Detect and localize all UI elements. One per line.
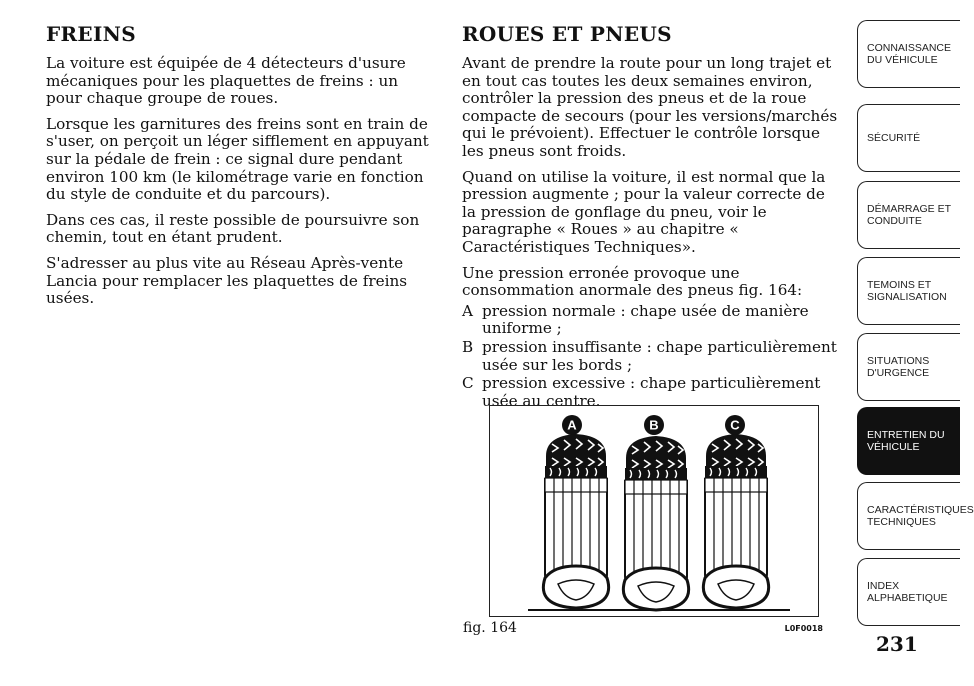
tab-label: ENTRETIEN DU VÉHICULE	[867, 429, 945, 453]
page-number: 231	[876, 632, 918, 656]
list-item	[462, 339, 842, 374]
figure-caption	[463, 620, 823, 638]
figure-code: L0F0018	[784, 624, 823, 633]
label-c: C	[730, 417, 740, 433]
tab-entretien-du-vehicule[interactable]	[857, 407, 960, 475]
wear-list	[462, 303, 842, 411]
tire-wear-figure	[489, 405, 819, 617]
figure-number: fig. 164	[463, 620, 517, 636]
paragraph: S'adresser au plus vite au Réseau Après-vente Lancia pour remplacer les plaquettes de freins usées.	[46, 253, 408, 308]
label-b: B	[649, 417, 659, 433]
paragraph: Une pression erronée provoque une consommation anormale des pneus fig. 164:	[462, 263, 803, 300]
right-column	[462, 22, 842, 411]
list-letter: C	[462, 374, 474, 393]
paragraph: Quand on utilise la voiture, il est normal que la pression augmente ; pour la valeur correcte de la pression de gonflage du pneu, voir le paragraphe « Roues » au chapitre « Caractéristiques Techniques».	[462, 167, 826, 256]
list-letter: A	[462, 301, 473, 320]
tab-label: SITUATIONS D'URGENCE	[867, 355, 930, 379]
tab-label: CARACTÉRISTIQUES TECHNIQUES	[867, 504, 974, 528]
list-text: pression normale : chape usée de manière uniforme ;	[482, 301, 809, 338]
tire-wear-illustration	[490, 406, 818, 616]
tab-label: TEMOINS ET SIGNALISATION	[867, 279, 947, 303]
tab-caracteristiques-techniques[interactable]	[857, 482, 974, 550]
paragraph: Lorsque les garnitures des freins sont en train de s'user, on perçoit un léger sifflement en appuyant sur la pédale de frein : ce signal dure pendant environ 100 km (le kilométrage varie en fonction du style de conduite et du parcours).	[46, 114, 429, 204]
list-item	[462, 303, 842, 338]
tab-demarrage-et-conduite[interactable]	[857, 181, 960, 249]
tab-situations-d-urgence[interactable]	[857, 333, 960, 401]
tab-label: CONNAISSANCE DU VÉHICULE	[867, 42, 952, 66]
label-a: A	[567, 417, 577, 433]
section-title-roues: ROUES ET PNEUS	[462, 22, 672, 46]
tab-index-alphabetique[interactable]	[857, 558, 960, 626]
chapter-tabs	[857, 0, 974, 686]
paragraph: Dans ces cas, il reste possible de poursuivre son chemin, tout en étant prudent.	[46, 210, 420, 247]
tab-temoins-et-signalisation[interactable]	[857, 257, 960, 325]
tab-connaissance-du-vehicule[interactable]	[857, 20, 960, 88]
list-text: pression insuffisante : chape particulièrement usée sur les bords ;	[482, 337, 837, 374]
tab-label: INDEX ALPHABETIQUE	[867, 580, 948, 604]
paragraph: Avant de prendre la route pour un long trajet et en tout cas toutes les deux semaines environ, contrôler la pression des pneus et de la roue compacte de secours (pour les versions/marchés qui le prévoient). Effectuer le contrôle lorsque les pneus sont froids.	[462, 54, 838, 160]
tab-label: SÉCURITÉ	[867, 132, 921, 144]
section-title-freins: FREINS	[46, 22, 136, 46]
list-letter: B	[462, 337, 474, 356]
left-column	[46, 22, 436, 316]
paragraph: La voiture est équipée de 4 détecteurs d'usure mécaniques pour les plaquettes de freins : un pour chaque groupe de roues.	[46, 54, 406, 108]
list-text: pression excessive : chape particulièrement usée au centre.	[482, 374, 821, 410]
tab-securite[interactable]	[857, 104, 960, 172]
tab-label: DÉMARRAGE ET CONDUITE	[867, 203, 951, 227]
